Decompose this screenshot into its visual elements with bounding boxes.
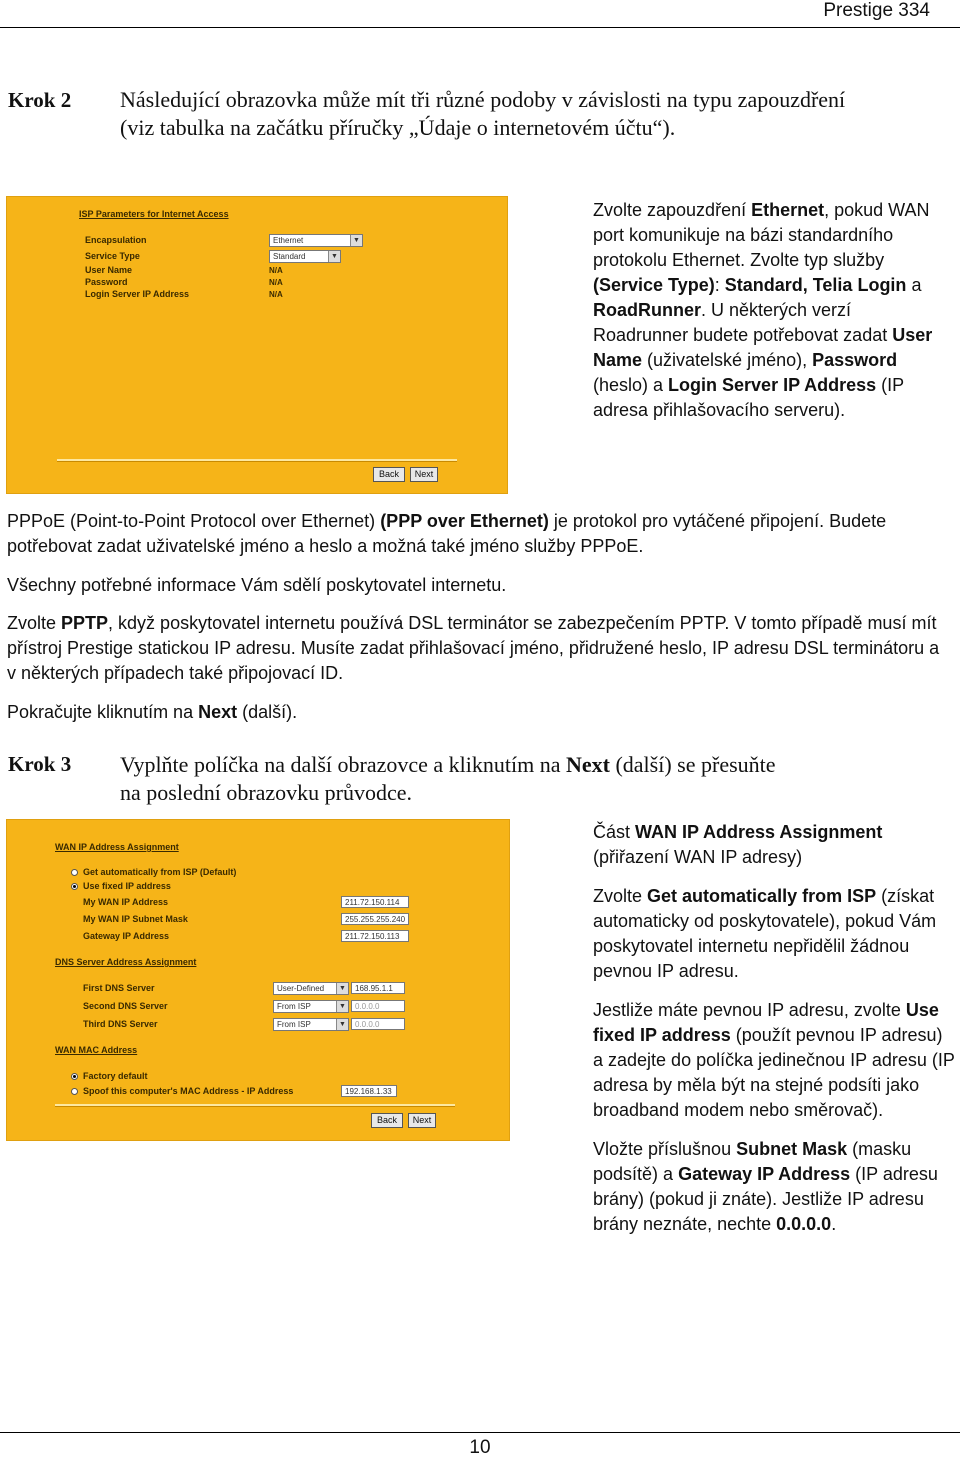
user-name-label: User Name	[85, 265, 133, 275]
wan-mac-title: WAN MAC Address	[55, 1045, 138, 1055]
login-server-value: N/A	[269, 290, 283, 299]
second-dns-mode-select[interactable]: From ISP ▼	[273, 1000, 349, 1013]
second-dns-field[interactable]: 0.0.0.0	[351, 1000, 405, 1012]
wan-ip-assignment-title: WAN IP Address Assignment	[55, 842, 179, 852]
step2-text-line2: (viz tabulka na začátku příručky „Údaje o internetovém účtu“).	[120, 115, 676, 140]
isp-parameters-screenshot	[6, 196, 508, 494]
my-wan-ip-field[interactable]: 211.72.150.114	[341, 896, 409, 908]
wan-ip-assignment-paragraph: Část WAN IP Address Assignment (přiřazení WAN IP adresy)	[593, 822, 883, 867]
wan-description-column	[593, 820, 955, 1237]
pptp-description: Zvolte PPTP, když poskytovatel internetu používá DSL terminátor se zabezpečením PPTP. V tomto případě musí mít přístroj Prestige statickou IP adresu. Musíte zadat přihlašovací jméno, přidružené heslo, IP adresu DSL terminátoru a v některých případech také připojovací ID.	[7, 613, 940, 683]
service-type-select[interactable]	[269, 250, 341, 263]
service-type-label: Service Type	[85, 251, 140, 261]
my-wan-ip-label: My WAN IP Address	[83, 897, 169, 907]
chevron-down-icon: ▼	[350, 235, 362, 246]
encapsulation-label: Encapsulation	[85, 235, 147, 245]
info-paragraph: Všechny potřebné informace Vám sdělí poskytovatel internetu.	[7, 575, 507, 595]
continue-paragraph: Pokračujte kliknutím na Next (další).	[7, 702, 298, 722]
isp-parameters-title: ISP Parameters for Internet Access	[79, 209, 229, 219]
user-name-value: N/A	[269, 266, 283, 275]
encapsulation-value: Ethernet	[273, 236, 304, 245]
chevron-down-icon: ▼	[328, 251, 340, 262]
wan-setup-screenshot	[6, 819, 510, 1141]
first-dns-mode-select[interactable]: User-Defined ▼	[273, 982, 349, 995]
gateway-ip-field[interactable]: 211.72.150.113	[341, 930, 409, 942]
pppoe-description: PPPoE (Point-to-Point Protocol over Ethernet) (PPP over Ethernet) je protokol pro vytáčené připojení. Budete potřebovat zadat uživatelské jméno a heslo a možná také jméno služby PPPoE.	[7, 511, 887, 556]
step3-text-line1: Vyplňte políčka na další obrazovce a kliknutím na Next (další) se přesuňte	[120, 752, 776, 777]
chevron-down-icon: ▼	[336, 1019, 348, 1030]
step3-text-line2: na poslední obrazovku průvodce.	[120, 780, 413, 805]
third-dns-mode-select[interactable]: From ISP ▼	[273, 1018, 349, 1031]
factory-default-radio[interactable]	[71, 1073, 78, 1080]
first-dns-label: First DNS Server	[83, 983, 155, 993]
chevron-down-icon: ▼	[336, 1001, 348, 1012]
login-server-label: Login Server IP Address	[85, 289, 190, 299]
header-divider	[0, 27, 960, 28]
step2-text-line1: Následující obrazovka může mít tři různé podoby v závislosti na typu zapouzdření	[120, 87, 846, 112]
get-automatically-label: Get automatically from ISP (Default)	[83, 867, 237, 877]
form-separator	[55, 1104, 455, 1107]
chevron-down-icon: ▼	[336, 983, 348, 994]
footer-divider	[0, 1432, 960, 1433]
first-dns-field[interactable]: 168.95.1.1	[351, 982, 405, 994]
next-button[interactable]: Next	[410, 467, 438, 482]
back-button[interactable]: Back	[373, 467, 405, 482]
service-type-value: Standard	[273, 252, 306, 261]
encapsulation-select[interactable]	[269, 234, 363, 247]
next-button[interactable]: Next	[408, 1113, 436, 1128]
step2-label: Krok 2	[8, 88, 72, 112]
step2-text	[120, 86, 950, 142]
third-dns-field[interactable]: 0.0.0.0	[351, 1018, 405, 1030]
use-fixed-ip-radio[interactable]	[71, 883, 78, 890]
spoof-mac-radio[interactable]	[71, 1088, 78, 1095]
second-dns-label: Second DNS Server	[83, 1001, 168, 1011]
get-automatically-paragraph: Zvolte Get automatically from ISP (získat automaticky od poskytovatele), pokud Vám poskytovatel internetu nepřidělil žádnou pevnou IP adresu.	[593, 886, 937, 981]
password-label: Password	[85, 277, 128, 287]
use-fixed-ip-label: Use fixed IP address	[83, 881, 171, 891]
subnet-gateway-paragraph: Vložte příslušnou Subnet Mask (masku podsítě) a Gateway IP Address (IP adresu brány) (pokud ji znáte). Jestliže IP adresu brány neznáte, nechte 0.0.0.0.	[593, 1139, 938, 1234]
ethernet-description: Zvolte zapouzdření Ethernet, pokud WAN port komunikuje na bázi standardního protokolu Ethernet. Zvolte typ služby (Service Type): Standard, Telia Login a RoadRunner. U některých verzí Roadrunner budete potřebovat zadat User Name (uživatelské jméno), Password (heslo) a Login Server IP Address (IP adresa přihlašovacího serveru).	[593, 200, 933, 420]
spoof-mac-label: Spoof this computer's MAC Address - IP Address	[83, 1086, 294, 1096]
dns-assignment-title: DNS Server Address Assignment	[55, 957, 197, 967]
step3-label: Krok 3	[8, 752, 72, 776]
password-value: N/A	[269, 278, 283, 287]
document-header-title: Prestige 334	[823, 0, 930, 21]
third-dns-label: Third DNS Server	[83, 1019, 158, 1029]
spoof-ip-field[interactable]: 192.168.1.33	[341, 1085, 397, 1097]
form-separator	[57, 459, 457, 462]
factory-default-label: Factory default	[83, 1071, 148, 1081]
get-automatically-radio[interactable]	[71, 869, 78, 876]
subnet-mask-field[interactable]: 255.255.255.240	[341, 913, 409, 925]
gateway-ip-label: Gateway IP Address	[83, 931, 170, 941]
back-button[interactable]: Back	[371, 1113, 403, 1128]
page-number: 10	[469, 1437, 491, 1458]
subnet-mask-label: My WAN IP Subnet Mask	[83, 914, 188, 924]
fixed-ip-paragraph: Jestliže máte pevnou IP adresu, zvolte Use fixed IP address (použít pevnou IP adresu) a zadejte do políčka jedinečnou IP adresu (IP adresa by měla být na stejné podsíti jako broadband modem nebo směrovač).	[593, 1000, 955, 1120]
step3-text	[120, 751, 950, 807]
